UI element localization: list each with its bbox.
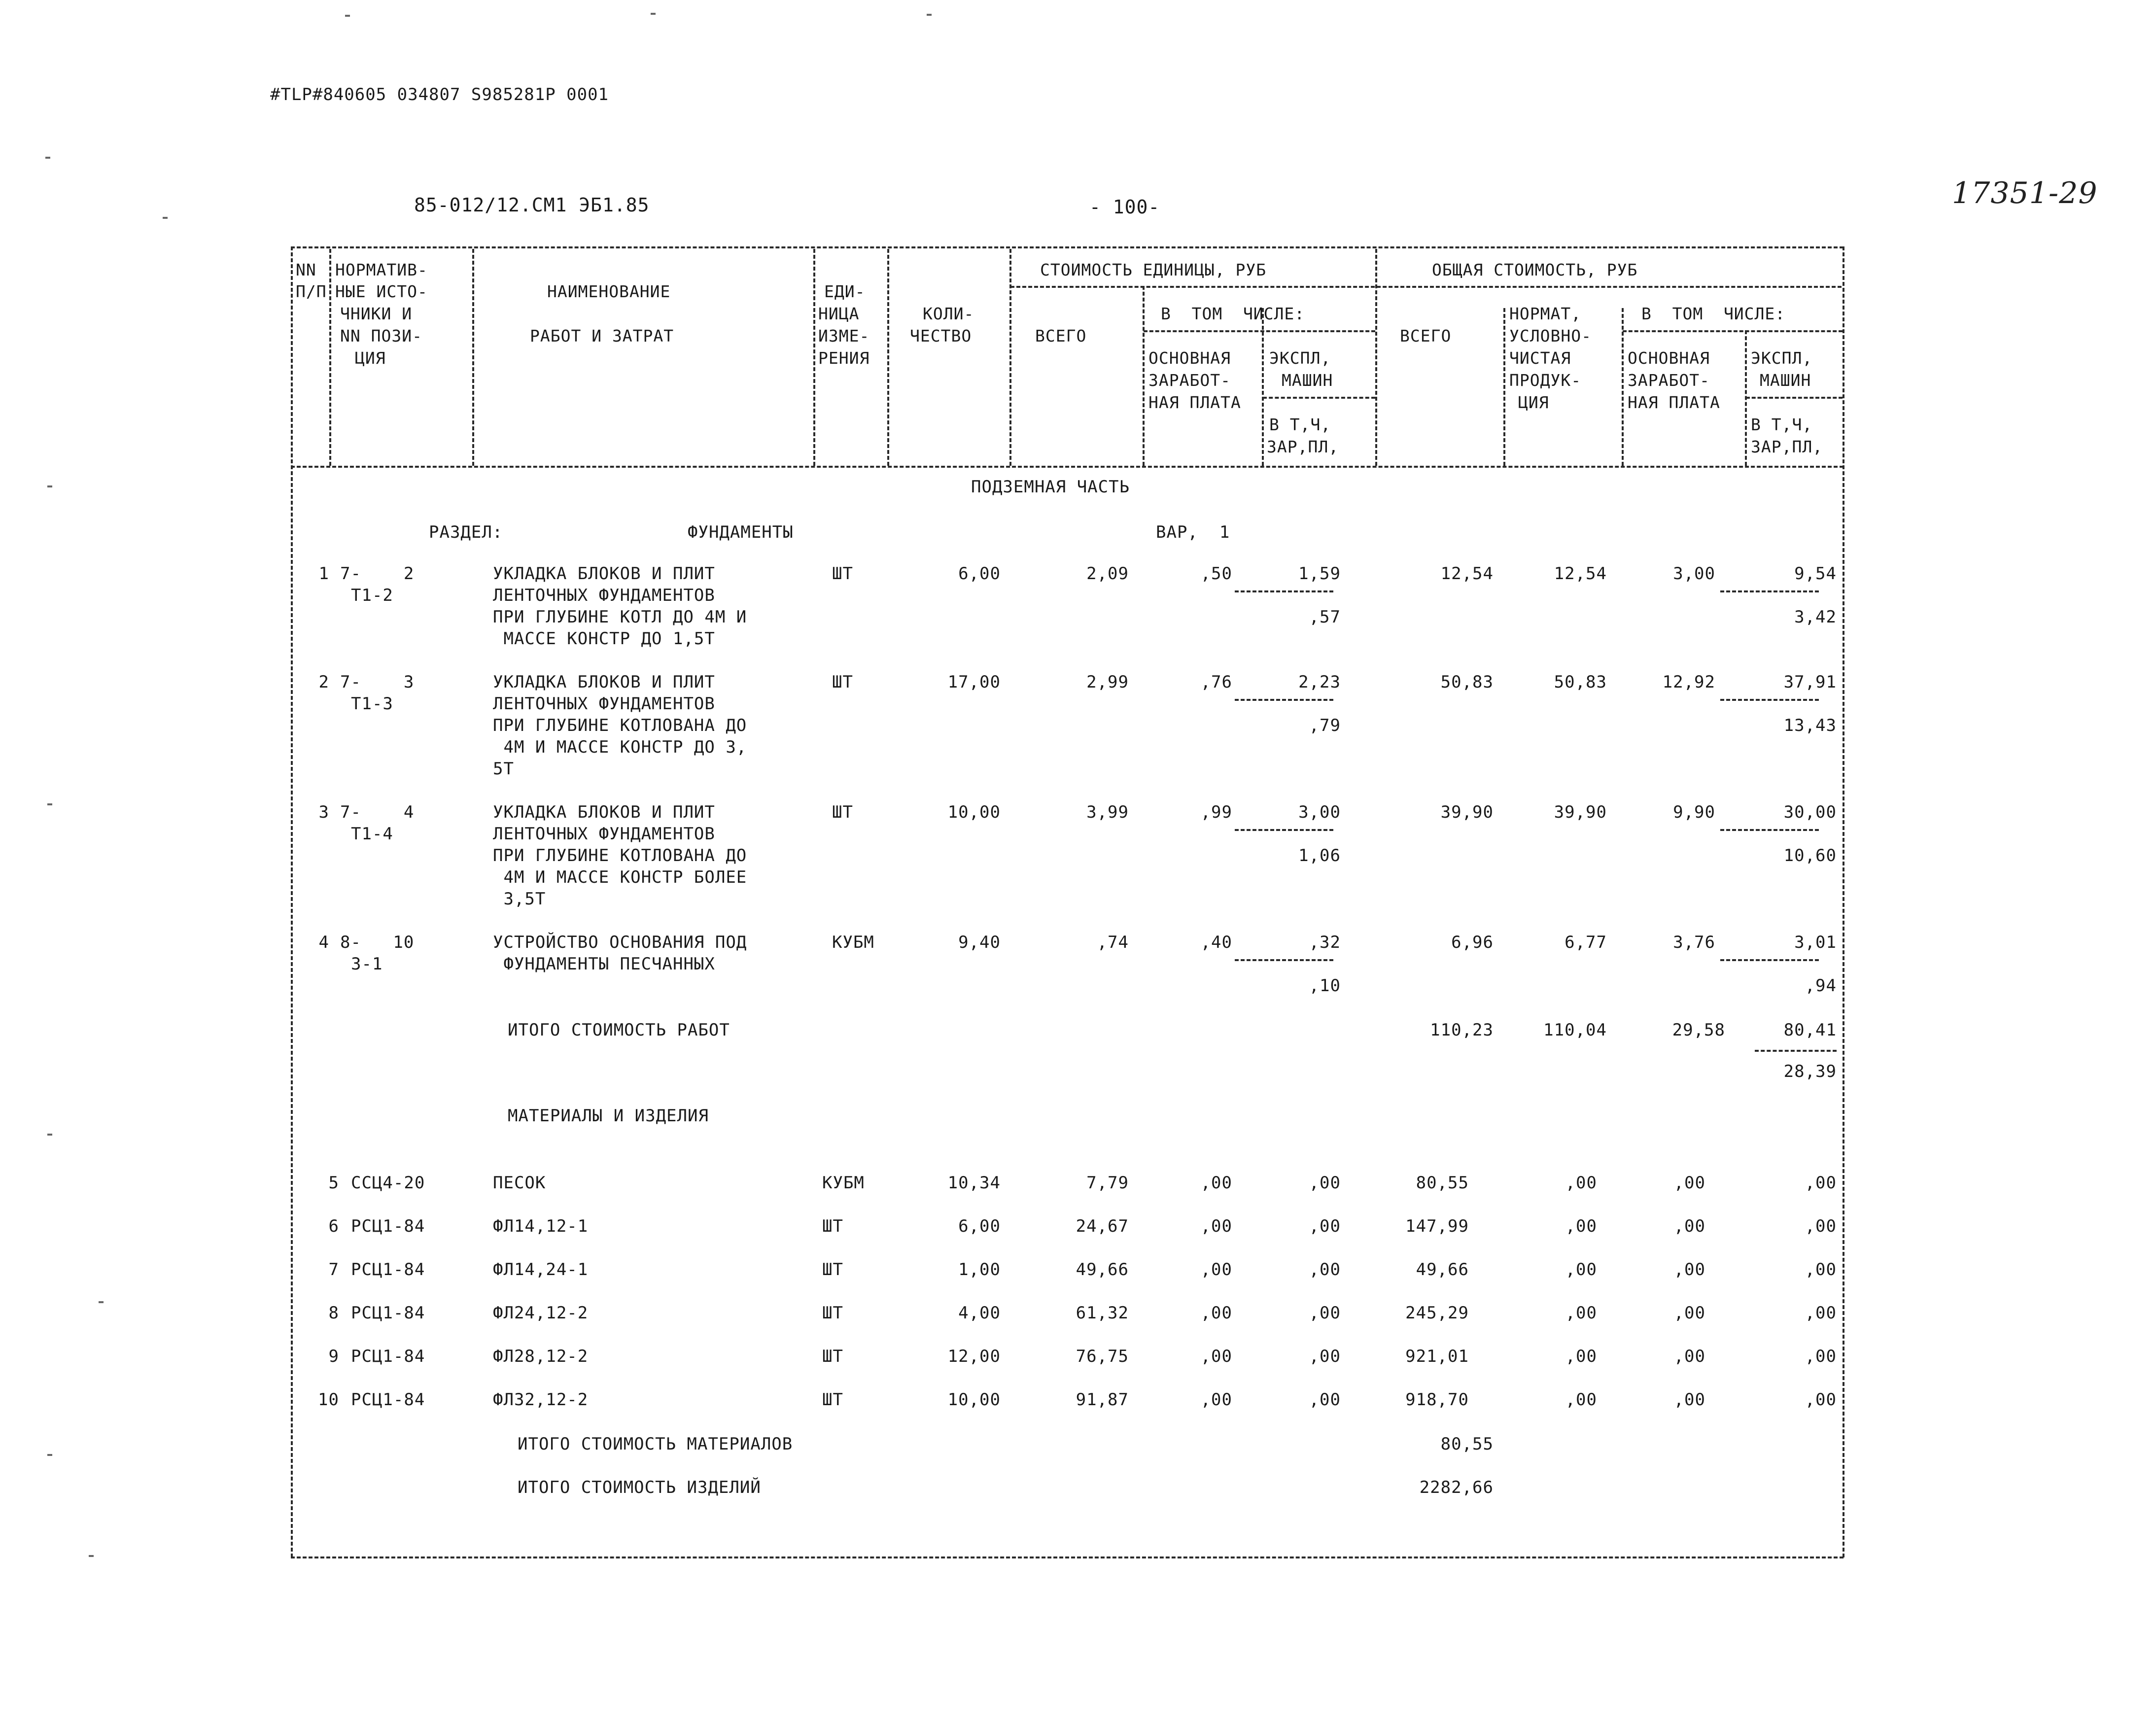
quantity: 6,00 (958, 1216, 1001, 1236)
razdel-name: ФУНДАМЕНТЫ (688, 522, 794, 542)
header-sub-line (1263, 397, 1375, 399)
total-machine-divider (1720, 959, 1819, 961)
total: 147,99 (1405, 1216, 1469, 1236)
total: 49,66 (1416, 1260, 1469, 1279)
hdr-osnovnaya2: НАЯ ПЛАТА (1628, 393, 1720, 412)
hdr-v-tom-chisle: В ТОМ ЧИСЛЕ: (1161, 304, 1305, 323)
work-name-line: ПРИ ГЛУБИНЕ КОТЛОВАНА ДО (493, 716, 747, 735)
norm-code: ССЦ4-20 (351, 1173, 425, 1193)
hdr-norm: НОРМАТИВ- (335, 260, 428, 279)
work-name-line: ЛЕНТОЧНЫХ ФУНДАМЕНТОВ (493, 824, 715, 844)
hdr-normat: ПРОДУК- (1509, 371, 1582, 390)
itogo-rabot-mach-wage: 28,39 (1783, 1062, 1837, 1081)
hdr-unit: РЕНИЯ (818, 348, 870, 368)
hdr-norm: ЦИЯ (355, 348, 386, 368)
total-machine-wage: 10,60 (1783, 846, 1837, 865)
section-part: ПОДЗЕМНАЯ ЧАСТЬ (971, 477, 1130, 497)
itogo-rabot-wage: 29,58 (1672, 1020, 1725, 1040)
hdr-unit: НИЦА (818, 304, 860, 323)
unit-machine: ,00 (1309, 1347, 1341, 1366)
unit-wage: ,00 (1200, 1303, 1232, 1323)
total-wage: 12,92 (1662, 672, 1715, 692)
total-net: ,00 (1565, 1173, 1597, 1193)
norm-code: РСЦ1-84 (351, 1347, 425, 1366)
var-label: ВАР, 1 (1156, 522, 1230, 542)
work-name-line: МАССЕ КОНСТР ДО 1,5Т (493, 629, 715, 649)
total: 12,54 (1440, 564, 1494, 584)
unit: КУБМ (832, 933, 874, 952)
total: 918,70 (1405, 1390, 1469, 1410)
quantity: 10,34 (947, 1173, 1001, 1193)
hdr-ekspl: ЭКСПЛ, (1269, 348, 1331, 368)
margin-speck (47, 1134, 52, 1136)
total-wage: ,00 (1673, 1260, 1705, 1279)
total-wage: 3,76 (1673, 933, 1715, 952)
total-machine: ,00 (1805, 1216, 1837, 1236)
table-bottom-border (291, 1556, 1843, 1558)
unit: ШТ (832, 802, 853, 822)
hdr-ekspl2: МАШИН (1760, 371, 1811, 390)
total-net: 6,77 (1565, 933, 1607, 952)
row-number: 3 (318, 802, 329, 822)
row-number: 2 (318, 672, 329, 692)
total: 921,01 (1405, 1347, 1469, 1366)
header-col-sep (887, 249, 889, 466)
hdr-norm: НЫЕ ИСТО- (335, 282, 428, 301)
material-name: ФЛ14,12-1 (493, 1216, 589, 1236)
unit-price: 24,67 (1076, 1216, 1129, 1236)
total-wage: ,00 (1673, 1216, 1705, 1236)
work-name-line: УКЛАДКА БЛОКОВ И ПЛИТ (493, 564, 715, 584)
margin-speck (45, 157, 50, 159)
hdr-vtch: В Т,Ч, (1269, 415, 1331, 434)
material-name: ФЛ28,12-2 (493, 1347, 589, 1366)
row-number: 5 (328, 1173, 339, 1193)
hdr-total-cost: ОБЩАЯ СТОИМОСТЬ, РУБ (1432, 260, 1638, 279)
table-top-border (291, 246, 1843, 248)
norm-ref: 8- 10 (340, 933, 415, 952)
hdr-osnovnaya2: ОСНОВНАЯ (1628, 348, 1710, 368)
hdr-v-tom-chisle2: В ТОМ ЧИСЛЕ: (1641, 304, 1786, 323)
material-name: ПЕСОК (493, 1173, 546, 1193)
total: 6,96 (1451, 933, 1494, 952)
work-name-line: УКЛАДКА БЛОКОВ И ПЛИТ (493, 802, 715, 822)
unit-total: ,74 (1097, 933, 1129, 952)
hdr-normat: НОРМАТ, (1509, 304, 1582, 323)
unit-price: 7,79 (1086, 1173, 1129, 1193)
norm-code: РСЦ1-84 (351, 1303, 425, 1323)
unit-machine: 2,23 (1298, 672, 1341, 692)
unit-wage: ,00 (1200, 1260, 1232, 1279)
unit-wage: ,99 (1200, 802, 1232, 822)
hdr-vsego2: ВСЕГО (1400, 326, 1452, 346)
quantity: 10,00 (947, 802, 1001, 822)
unit-machine-wage: ,57 (1309, 607, 1341, 627)
total-wage: ,00 (1673, 1303, 1705, 1323)
header-sub-line (1010, 286, 1842, 288)
hdr-vtch2: В Т,Ч, (1751, 415, 1813, 434)
row-number: 9 (328, 1347, 339, 1366)
hdr-osnovnaya2: ЗАРАБОТ- (1628, 371, 1710, 390)
header-col-sep (813, 249, 815, 466)
total-machine-divider (1720, 829, 1819, 831)
quantity: 1,00 (958, 1260, 1001, 1279)
itogo-materials-value: 80,55 (1440, 1434, 1494, 1454)
material-name: ФЛ32,12-2 (493, 1390, 589, 1410)
unit-wage: ,00 (1200, 1347, 1232, 1366)
material-name: ФЛ14,24-1 (493, 1260, 589, 1279)
hdr-norm: NN ПОЗИ- (340, 326, 422, 346)
unit: ШТ (832, 564, 853, 584)
quantity: 9,40 (958, 933, 1001, 952)
table-right-border (1843, 246, 1844, 1557)
unit-machine-wage: ,10 (1309, 976, 1341, 996)
unit-machine-divider (1235, 590, 1333, 592)
total-net: 50,83 (1554, 672, 1607, 692)
norm-ref: 7- 4 (340, 802, 415, 822)
header-sub-line (1144, 330, 1375, 332)
total-net: ,00 (1565, 1390, 1597, 1410)
hdr-unit-cost: СТОИМОСТЬ ЕДИНИЦЫ, РУБ (1040, 260, 1267, 279)
materials-title: МАТЕРИАЛЫ И ИЗДЕЛИЯ (508, 1106, 709, 1126)
unit-machine-wage: 1,06 (1298, 846, 1341, 865)
hdr-osnovnaya: ОСНОВНАЯ (1148, 348, 1231, 368)
handwritten-stamp: 17351-29 (1952, 176, 2098, 210)
hdr-normat: ЦИЯ (1518, 393, 1549, 412)
unit-wage: ,50 (1200, 564, 1232, 584)
unit: КУБМ (822, 1173, 865, 1193)
total-machine: ,00 (1805, 1173, 1837, 1193)
hdr-pp: П/П (296, 282, 327, 301)
norm-ref: 7- 3 (340, 672, 415, 692)
hdr-ekspl: МАШИН (1282, 371, 1333, 390)
total-machine-wage: 3,42 (1794, 607, 1837, 627)
quantity: 12,00 (947, 1347, 1001, 1366)
work-name-line: 4М И МАССЕ КОНСТР ДО 3, (493, 737, 747, 757)
margin-speck (927, 14, 932, 16)
header-sub-line (1623, 330, 1843, 332)
total-net: 39,90 (1554, 802, 1607, 822)
hdr-name: РАБОТ И ЗАТРАТ (530, 326, 674, 346)
hdr-norm: ЧНИКИ И (340, 304, 413, 323)
norm-ref: T1-4 (351, 824, 393, 844)
itogo-rabot-total: 110,23 (1430, 1020, 1494, 1040)
razdel-label: РАЗДЕЛ: (429, 522, 503, 542)
unit-machine: ,00 (1309, 1260, 1341, 1279)
row-number: 8 (328, 1303, 339, 1323)
total-wage: ,00 (1673, 1347, 1705, 1366)
hdr-unit: ЕДИ- (824, 282, 866, 301)
unit-machine-divider (1235, 829, 1333, 831)
total: 245,29 (1405, 1303, 1469, 1323)
margin-speck (47, 1454, 52, 1456)
header-col-sep (472, 249, 474, 466)
norm-ref: 3-1 (351, 954, 383, 974)
margin-speck (89, 1555, 94, 1557)
total-wage: ,00 (1673, 1390, 1705, 1410)
total-net: ,00 (1565, 1216, 1597, 1236)
hdr-normat: УСЛОВНО- (1509, 326, 1592, 346)
total-machine: 3,01 (1794, 933, 1837, 952)
unit-wage: ,00 (1200, 1390, 1232, 1410)
total-machine: ,00 (1805, 1390, 1837, 1410)
unit: ШТ (822, 1347, 843, 1366)
total-wage: 9,90 (1673, 802, 1715, 822)
hdr-name: НАИМЕНОВАНИЕ (547, 282, 671, 301)
norm-code: РСЦ1-84 (351, 1216, 425, 1236)
margin-speck (47, 803, 52, 805)
norm-code: РСЦ1-84 (351, 1260, 425, 1279)
unit-total: 3,99 (1086, 802, 1129, 822)
total: 50,83 (1440, 672, 1494, 692)
header-col-sep (1009, 249, 1011, 466)
hdr-osnovnaya: ЗАРАБОТ- (1148, 371, 1231, 390)
unit-machine: ,00 (1309, 1216, 1341, 1236)
quantity: 4,00 (958, 1303, 1001, 1323)
doc-code: 85-012/12.СМ1 ЭБ1.85 (414, 194, 650, 216)
total-machine: ,00 (1805, 1260, 1837, 1279)
row-number: 4 (318, 933, 329, 952)
hdr-qty: КОЛИ- (923, 304, 974, 323)
unit-machine: ,32 (1309, 933, 1341, 952)
unit-total: 2,09 (1086, 564, 1129, 584)
total-machine-divider (1720, 699, 1819, 701)
total-machine: ,00 (1805, 1347, 1837, 1366)
unit-machine-divider (1235, 959, 1333, 961)
total-wage: 3,00 (1673, 564, 1715, 584)
total-machine: 30,00 (1783, 802, 1837, 822)
work-name-line: ПРИ ГЛУБИНЕ КОТЛОВАНА ДО (493, 846, 747, 865)
unit-price: 61,32 (1076, 1303, 1129, 1323)
unit: ШТ (832, 672, 853, 692)
row-number: 7 (328, 1260, 339, 1279)
hdr-ekspl2: ЭКСПЛ, (1751, 348, 1813, 368)
header-col-sep (1143, 286, 1145, 466)
row-number: 6 (328, 1216, 339, 1236)
hdr-nn: NN (296, 260, 316, 279)
unit-wage: ,40 (1200, 933, 1232, 952)
unit-machine-divider (1235, 699, 1333, 701)
total-machine: 9,54 (1794, 564, 1837, 584)
unit-price: 49,66 (1076, 1260, 1129, 1279)
margin-speck (99, 1301, 104, 1303)
total-net: ,00 (1565, 1260, 1597, 1279)
unit-machine: ,00 (1309, 1173, 1341, 1193)
doc-id: #TLP#840605 034807 S985281P 0001 (270, 85, 609, 104)
work-name-line: ФУНДАМЕНТЫ ПЕСЧАННЫХ (493, 954, 715, 974)
hdr-vsego: ВСЕГО (1035, 326, 1087, 346)
unit: ШТ (822, 1390, 843, 1410)
quantity: 6,00 (958, 564, 1001, 584)
unit-total: 2,99 (1086, 672, 1129, 692)
work-name-line: 3,5Т (493, 889, 546, 909)
itogo-izdeliya-value: 2282,66 (1419, 1478, 1494, 1497)
norm-ref: T1-2 (351, 586, 393, 605)
table-left-border (291, 246, 293, 1557)
work-name-line: ЛЕНТОЧНЫХ ФУНДАМЕНТОВ (493, 586, 715, 605)
unit-machine: ,00 (1309, 1303, 1341, 1323)
margin-speck (163, 217, 168, 219)
material-name: ФЛ24,12-2 (493, 1303, 589, 1323)
total-net: ,00 (1565, 1347, 1597, 1366)
header-bottom-border (291, 466, 1843, 468)
work-name-line: УКЛАДКА БЛОКОВ И ПЛИТ (493, 672, 715, 692)
itogo-materials-label: ИТОГО СТОИМОСТЬ МАТЕРИАЛОВ (518, 1434, 793, 1454)
hdr-unit: ИЗМЕ- (818, 326, 870, 346)
header-col-sep (329, 249, 331, 466)
unit: ШТ (822, 1303, 843, 1323)
margin-speck (345, 15, 350, 17)
total-machine-wage: ,94 (1805, 976, 1837, 996)
unit-machine: 3,00 (1298, 802, 1341, 822)
total-net: ,00 (1565, 1303, 1597, 1323)
work-name-line: 4М И МАССЕ КОНСТР БОЛЕЕ (493, 867, 747, 887)
work-name-line: 5Т (493, 759, 514, 779)
row-number: 1 (318, 564, 329, 584)
hdr-qty: ЧЕСТВО (910, 326, 972, 346)
margin-speck (47, 485, 52, 487)
work-name-line: ПРИ ГЛУБИНЕ КОТЛ ДО 4М И (493, 607, 747, 627)
total-machine-wage: 13,43 (1783, 716, 1837, 735)
norm-ref: 7- 2 (340, 564, 415, 584)
norm-code: РСЦ1-84 (351, 1390, 425, 1410)
unit-price: 91,87 (1076, 1390, 1129, 1410)
hdr-normat: ЧИСТАЯ (1509, 348, 1571, 368)
hdr-vtch: ЗАР,ПЛ, (1267, 437, 1339, 456)
total-machine: 37,91 (1783, 672, 1837, 692)
unit-wage: ,76 (1200, 672, 1232, 692)
itogo-rabot-divider (1755, 1050, 1837, 1052)
header-col-sep (1503, 308, 1505, 466)
total-machine-divider (1720, 590, 1819, 592)
itogo-rabot-mach: 80,41 (1783, 1020, 1837, 1040)
quantity: 10,00 (947, 1390, 1001, 1410)
hdr-osnovnaya: НАЯ ПЛАТА (1148, 393, 1241, 412)
header-col-sep (1375, 249, 1377, 466)
unit-price: 76,75 (1076, 1347, 1129, 1366)
row-number: 10 (318, 1390, 339, 1410)
unit: ШТ (822, 1216, 843, 1236)
margin-speck (651, 13, 656, 15)
unit-wage: ,00 (1200, 1216, 1232, 1236)
itogo-izdeliya-label: ИТОГО СТОИМОСТЬ ИЗДЕЛИЙ (518, 1478, 761, 1497)
total-net: 12,54 (1554, 564, 1607, 584)
header-sub-line (1746, 397, 1843, 399)
unit-machine-wage: ,79 (1309, 716, 1341, 735)
norm-ref: T1-3 (351, 694, 393, 714)
total: 39,90 (1440, 802, 1494, 822)
unit-wage: ,00 (1200, 1173, 1232, 1193)
total-wage: ,00 (1673, 1173, 1705, 1193)
hdr-vtch2: ЗАР,ПЛ, (1751, 437, 1823, 456)
unit-machine: 1,59 (1298, 564, 1341, 584)
work-name-line: УСТРОЙСТВО ОСНОВАНИЯ ПОД (493, 933, 747, 952)
page-number: - 100- (1089, 196, 1160, 218)
work-name-line: ЛЕНТОЧНЫХ ФУНДАМЕНТОВ (493, 694, 715, 714)
unit: ШТ (822, 1260, 843, 1279)
quantity: 17,00 (947, 672, 1001, 692)
unit-machine: ,00 (1309, 1390, 1341, 1410)
total: 80,55 (1416, 1173, 1469, 1193)
itogo-rabot-net: 110,04 (1543, 1020, 1607, 1040)
total-machine: ,00 (1805, 1303, 1837, 1323)
itogo-rabot-label: ИТОГО СТОИМОСТЬ РАБОТ (508, 1020, 730, 1040)
